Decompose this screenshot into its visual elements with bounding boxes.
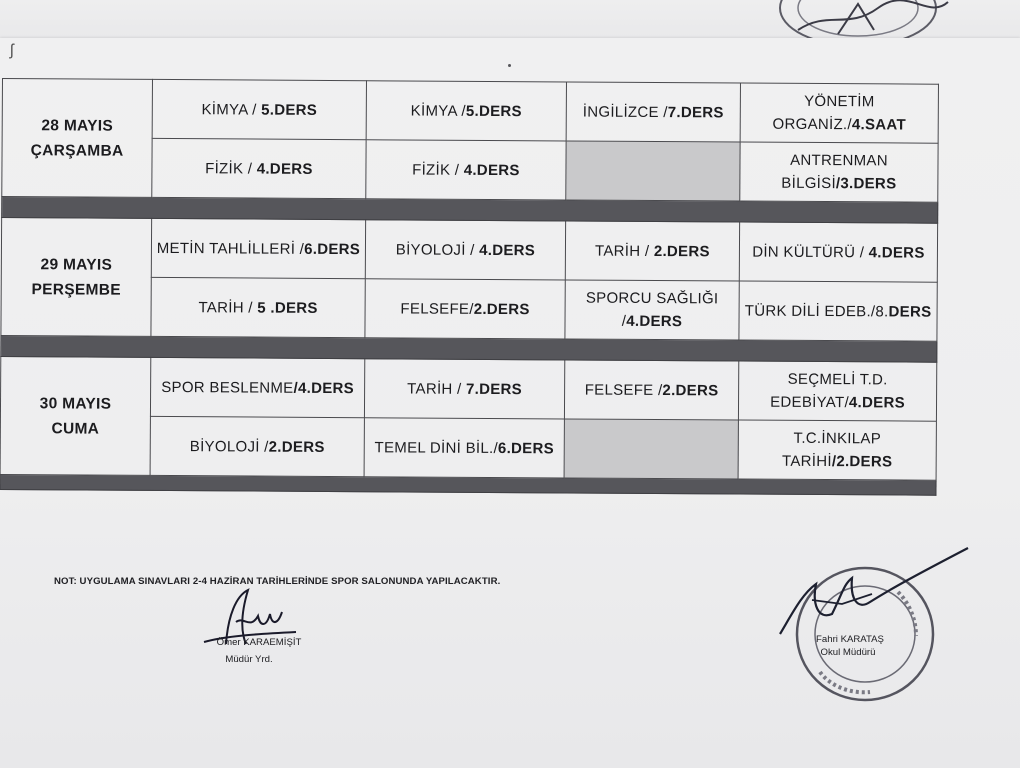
exam-note: NOT: UYGULAMA SINAVLARI 2-4 HAZİRAN TARİHLERİNDE SPOR SALONUNDA YAPILACAKTIR. [54,576,501,587]
exam-period: 6.DERS [304,240,361,258]
exam-cell [738,420,936,480]
exam-schedule-table [0,78,939,496]
day-date: 29 MAYIS [40,255,113,274]
exam-subject-cont: EDEBİYAT/ [770,393,849,412]
exam-cell [739,281,937,341]
exam-period: 4.DERS [463,161,520,179]
vice-principal-name: Ömer KARAEMİŞİT [216,637,302,648]
exam-cell [364,359,564,419]
exam-cell [365,279,565,339]
exam-subject: METİN TAHLİLLERİ / [156,239,305,258]
exam-period: 4.DERS [626,312,683,331]
exam-subject: BİYOLOJİ / [395,240,480,259]
exam-subject: FELSEFE/ [400,299,474,318]
exam-cell [151,277,365,337]
exam-subject: TARİH / [594,242,654,260]
exam-cell [565,280,739,340]
exam-subject: TARİH / [198,298,258,317]
exam-period: 7.DERS [465,380,523,398]
empty-exam-cell [564,419,738,479]
exam-period: 2.DERS [473,300,530,318]
exam-subject: FİZİK / [412,161,464,179]
exam-cell [564,360,738,420]
exam-period: /4.DERS [293,379,355,397]
table-row [0,356,936,421]
exam-period: 2.DERS [268,438,325,456]
exam-cell [739,222,937,282]
exam-cell [152,138,366,198]
day-weekday: PERŞEMBE [31,280,121,299]
exam-cell [364,418,564,478]
exam-cell [366,140,566,200]
exam-period: 4.DERS [848,394,905,412]
exam-cell [151,218,365,278]
table-row [2,79,938,144]
exam-period: 5.DERS [465,102,522,120]
paper-speck [508,64,511,67]
exam-cell [150,357,364,417]
table-row [1,218,937,283]
exam-period: 2.DERS [662,381,719,399]
exam-cell [152,79,366,139]
exam-period: DERS [888,302,932,321]
exam-cell [566,82,740,142]
day-cell [2,79,153,198]
exam-subject: SEÇMELİ T.D. [787,370,888,389]
exam-period: 4.DERS [256,160,313,178]
exam-period: 4.SAAT [851,116,906,134]
exam-period: /2.DERS [831,453,893,471]
principal-signature [772,544,972,644]
exam-subject: TEMEL DİNİ BİL./ [374,438,499,457]
exam-period: 4.DERS [479,241,536,259]
day-weekday: CUMA [51,419,100,438]
exam-cell [738,361,936,421]
day-date: 30 MAYIS [39,394,112,413]
exam-subject: KİMYA / [201,100,262,119]
staple-mark: ʃ [10,42,14,59]
exam-cell [366,81,566,141]
exam-subject: T.C.İNKILAP TARİHİ [781,429,882,471]
exam-subject: TÜRK DİLİ EDEB./8. [744,302,889,320]
exam-period: /3.DERS [835,175,897,193]
exam-period: 4.DERS [868,243,925,262]
exam-subject: BİYOLOJİ / [189,437,269,456]
exam-subject: İNGİLİZCE / [582,103,668,121]
exam-subject: FELSEFE / [584,381,663,399]
exam-period: 2.DERS [653,242,710,260]
exam-cell [740,83,938,143]
principal-title: Okul Müdürü [820,647,876,658]
day-cell [0,356,151,475]
exam-period: 6.DERS [497,439,555,457]
exam-subject: ANTRENMAN BİLGİSİ [781,151,888,193]
exam-cell [365,220,565,280]
exam-subject: SPORCU SAĞLIĞI / [585,289,719,330]
exam-subject: SPOR BESLENME [161,378,294,397]
schedule-body [0,79,938,496]
exam-cell [740,142,938,202]
exam-period: 5 .DERS [257,299,318,317]
exam-subject: FİZİK / [205,159,257,178]
exam-period: 7.DERS [667,103,724,121]
day-date: 28 MAYIS [41,116,114,135]
exam-subject: TARİH / [407,379,467,398]
exam-subject: YÖNETİM ORGANİZ./ [772,92,875,134]
day-weekday: ÇARŞAMBA [30,141,124,160]
vice-principal-title: Müdür Yrd. [225,654,273,665]
exam-subject: DİN KÜLTÜRÜ / [752,243,869,261]
exam-period: 5.DERS [261,101,318,119]
day-cell [1,218,152,337]
exam-cell [565,221,739,281]
principal-name: Fahri KARATAŞ [816,634,884,645]
empty-exam-cell [566,141,740,201]
exam-cell [150,416,364,476]
exam-subject: KİMYA / [410,101,466,120]
